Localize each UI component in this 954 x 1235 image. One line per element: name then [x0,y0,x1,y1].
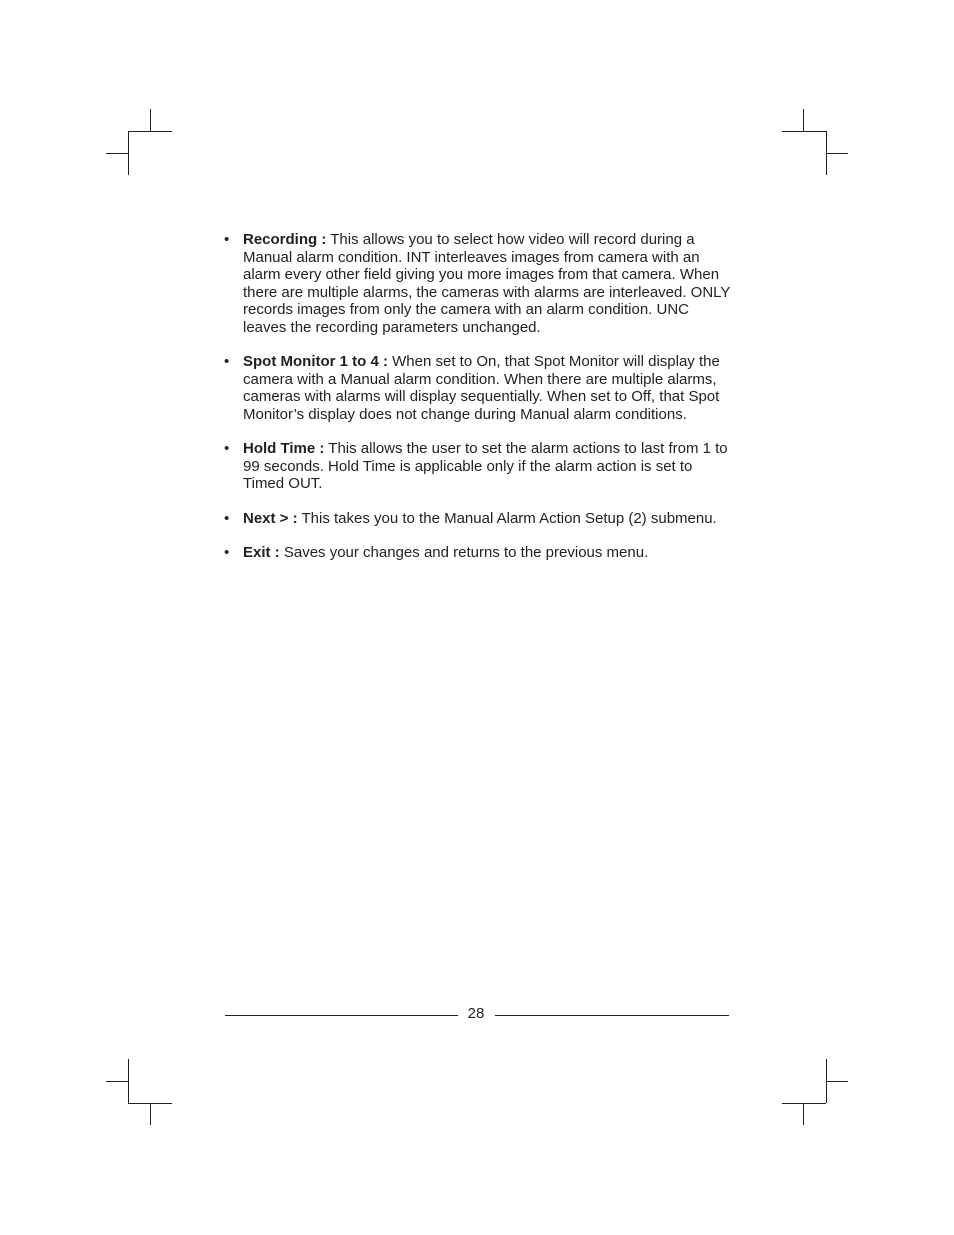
crop-mark [150,109,151,131]
bullet: • [224,544,230,561]
bullet: • [224,353,230,370]
term-label: Recording : [243,231,327,248]
crop-mark [128,1059,129,1103]
crop-mark [782,131,826,132]
crop-mark [128,131,172,132]
term-label: Next > : [243,509,298,527]
term-description: This allows the user to set the alarm actions to last from 1 to 99 seconds. Hold Time is applicable only if the alarm action is set to Timed OUT. [243,440,728,492]
crop-mark [106,1081,128,1082]
list-item-exit [224,544,734,562]
term-description: Saves your changes and returns to the previous menu. [279,544,649,561]
crop-mark [106,153,128,154]
term-description: This allows you to select how video will record during a Manual alarm condition. INT interleaves images from camera with an alarm every other field giving you more images from that camera. When there are multiple alarms, the cameras with alarms are interleaved. ONLY records images from only the camera with an alarm condition. UNC leaves the recording parameters unchanged. [243,231,731,336]
bullet-list [224,231,734,579]
crop-mark [128,131,129,175]
footer-rule-left [225,1015,458,1016]
term-description: This takes you to the Manual Alarm Action Setup (2) submenu. [297,509,717,527]
crop-mark [826,1081,848,1082]
term-label: Spot Monitor 1 to 4 : [243,353,388,370]
term-description: When set to On, that Spot Monitor will display the camera with a Manual alarm condition. When there are multiple alarms, cameras with alarms will display sequentially. When set to Off, that Spot Monitor’s display does not change during Manual alarm conditions. [243,353,720,423]
list-item-spot-monitor [224,353,734,423]
list-item-recording [224,231,734,336]
term-label: Exit : [243,544,280,561]
crop-mark [782,1103,826,1104]
list-item-hold-time [224,440,734,493]
bullet: • [224,231,230,248]
crop-mark [803,1103,804,1125]
crop-mark [150,1103,151,1125]
bullet: • [224,440,230,457]
list-item-next [224,510,734,528]
footer-rule-right [495,1015,729,1016]
page-number: 28 [467,1005,485,1022]
term-label: Hold Time : [243,440,325,457]
crop-mark [803,109,804,131]
crop-mark [826,153,848,154]
bullet: • [224,509,230,527]
